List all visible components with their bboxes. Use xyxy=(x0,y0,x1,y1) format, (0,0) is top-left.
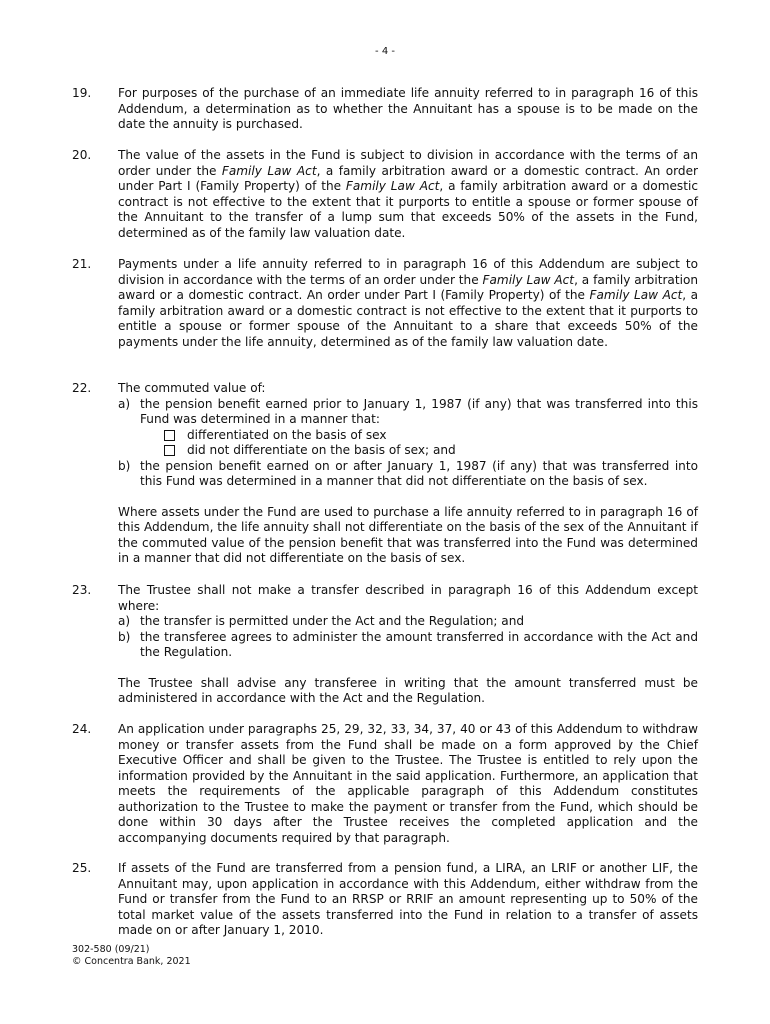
page-number: - 4 - xyxy=(375,46,395,57)
paragraph-25 xyxy=(72,861,698,939)
list-item: a) the transfer is permitted under the Act and the Regulation; and xyxy=(118,614,525,628)
paragraph-19 xyxy=(72,86,698,133)
checkbox-option[interactable] xyxy=(164,428,698,444)
act-title: Family Law Act xyxy=(221,163,317,178)
act-title: Family Law Act xyxy=(589,288,683,302)
checkbox-label: differentiated on the basis of sex xyxy=(187,427,387,442)
paragraph-number: 20. xyxy=(72,148,92,162)
form-code: 302-580 (09/21) xyxy=(72,944,150,955)
paragraph-text: For purposes of the purchase of an immediate life annuity referred to in paragraph 16 of this Addendum, a determination as to whether the Annuitant has a spouse is to be made on the date the annuity is purchased. xyxy=(118,86,698,131)
paragraph-number: 19. xyxy=(72,86,92,100)
paragraph-intro: The commuted value of: xyxy=(118,381,266,395)
list-item: b) the transferee agrees to administer the amount transferred in accordance with the Act and the Regulation. xyxy=(118,629,698,659)
list-item: b) the pension benefit earned on or after January 1, 1987 (if any) that was transferred into this Fund was determined in a manner that did not differentiate on the basis of sex. xyxy=(118,458,698,488)
paragraph-text: Payments under a life annuity referred to in paragraph 16 of this Addendum are subject to division in accordance with the terms of an order under the Family Law Act, a family arbitration award or a domestic contract. An order under Part I (Family Property) of the Family Law Act, a family arbitration award or a domestic contract is not effective to the extent that it purports to entitle a spouse or former spouse of the Annuitant to a share that exceeds 50% of the payments under the life annuity, determined as of the family law valuation date. xyxy=(118,257,699,349)
act-title: Family Law Act xyxy=(482,272,575,287)
copyright: © Concentra Bank, 2021 xyxy=(72,956,191,967)
paragraph-closing: The Trustee shall advise any transferee in writing that the amount transferred must be administered in accordance with the Act and the Regulation. xyxy=(118,675,698,705)
list-item: a) the pension benefit earned prior to January 1, 1987 (if any) that was transferred into this Fund was determined in a manner that: xyxy=(118,396,698,426)
paragraph-24 xyxy=(72,722,698,846)
paragraph-text: An application under paragraphs 25, 29, 32, 33, 34, 37, 40 or 43 of this Addendum to withdraw money or transfer assets from the Fund shall be made on a form approved by the Chief Executive Officer and shall be given to the Trustee. The Trustee is entitled to rely upon the information provided by the Annuitant in the said application. Furthermore, an application that meets the requirements of the applicable paragraph of this Addendum constitutes authorization to the Trustee to make the payment or transfer from the Fund, which should be done within 30 days after the Trustee receives the completed application and the accompanying documents required by that paragraph. xyxy=(118,722,698,845)
paragraph-number: 24. xyxy=(72,722,92,736)
paragraph-number: 23. xyxy=(72,583,92,597)
paragraph-number: 22. xyxy=(72,381,92,395)
checkbox[interactable] xyxy=(164,430,175,441)
paragraph-number: 21. xyxy=(72,257,92,271)
paragraph-number: 25. xyxy=(72,861,92,875)
paragraph-22 xyxy=(72,381,698,567)
paragraph-23 xyxy=(72,583,698,707)
checkbox[interactable] xyxy=(164,445,175,456)
paragraph-20 xyxy=(72,148,698,241)
paragraph-21 xyxy=(72,257,698,350)
act-title: Family Law Act xyxy=(345,179,440,193)
checkbox-option[interactable] xyxy=(164,443,698,459)
checkbox-label: did not differentiate on the basis of sex; and xyxy=(187,443,456,457)
paragraph-text: The value of the assets in the Fund is subject to division in accordance with the terms of an order under the Family Law Act, a family arbitration award or a domestic contract. An order under Part I (Family Property) of the Family Law Act, a family arbitration award or a domestic contract is not effective to the extent that it purports to entitle a spouse or former spouse of the Annuitant to the transfer of a lump sum that exceeds 50% of the assets in the Fund, determined as of the family law valuation date. xyxy=(118,148,698,240)
paragraph-closing: Where assets under the Fund are used to purchase a life annuity referred to in paragraph 16 of this Addendum, the life annuity shall not differentiate on the basis of the sex of the Annuitant if the commuted value of the pension benefit that was transferred into the Fund was determined in a manner that did not differentiate on the basis of sex. xyxy=(118,504,698,565)
footer xyxy=(72,944,191,968)
paragraph-intro: The Trustee shall not make a transfer described in paragraph 16 of this Addendum except where: xyxy=(118,583,698,613)
paragraph-text: If assets of the Fund are transferred from a pension fund, a LIRA, an LRIF or another LIF, the Annuitant may, upon application in accordance with this Addendum, either withdraw from the Fund or transfer from the Fund to an RRSP or RRIF an amount representing up to 50% of the total market value of the assets transferred into the Fund in relation to a transfer of assets made on or after January 1, 2010. xyxy=(118,861,698,937)
